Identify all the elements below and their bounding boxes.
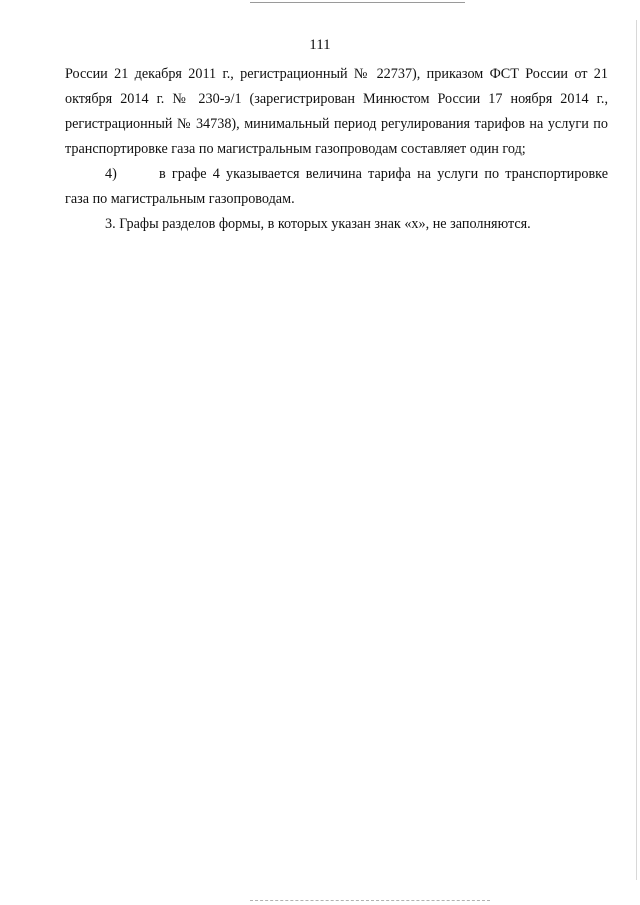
scan-edge-top	[250, 2, 465, 3]
list-item-text: в графе 4 указывается величина тарифа на услуги по транспортировке газа по магистральным газопроводам.	[65, 166, 608, 207]
paragraph-list-item-4	[65, 162, 608, 212]
scan-edge-bottom	[250, 900, 490, 901]
scan-edge-right	[636, 20, 637, 880]
list-item-number: 4)	[105, 166, 117, 182]
paragraph-continuation: России 21 декабря 2011 г., регистрационный № 22737), приказом ФСТ России от 21 октября 2014 г. № 230-э/1 (зарегистрирован Минюстом России 17 ноября 2014 г., регистрационный № 34738), минимальный период регулирования тарифов на услуги по транспортировке газа по магистральным газопроводам составляет один год;	[65, 66, 608, 157]
text-body	[65, 62, 608, 237]
page-number: 111	[309, 37, 331, 53]
paragraph-section-3: 3. Графы разделов формы, в которых указан знак «х», не заполняются.	[105, 216, 531, 232]
